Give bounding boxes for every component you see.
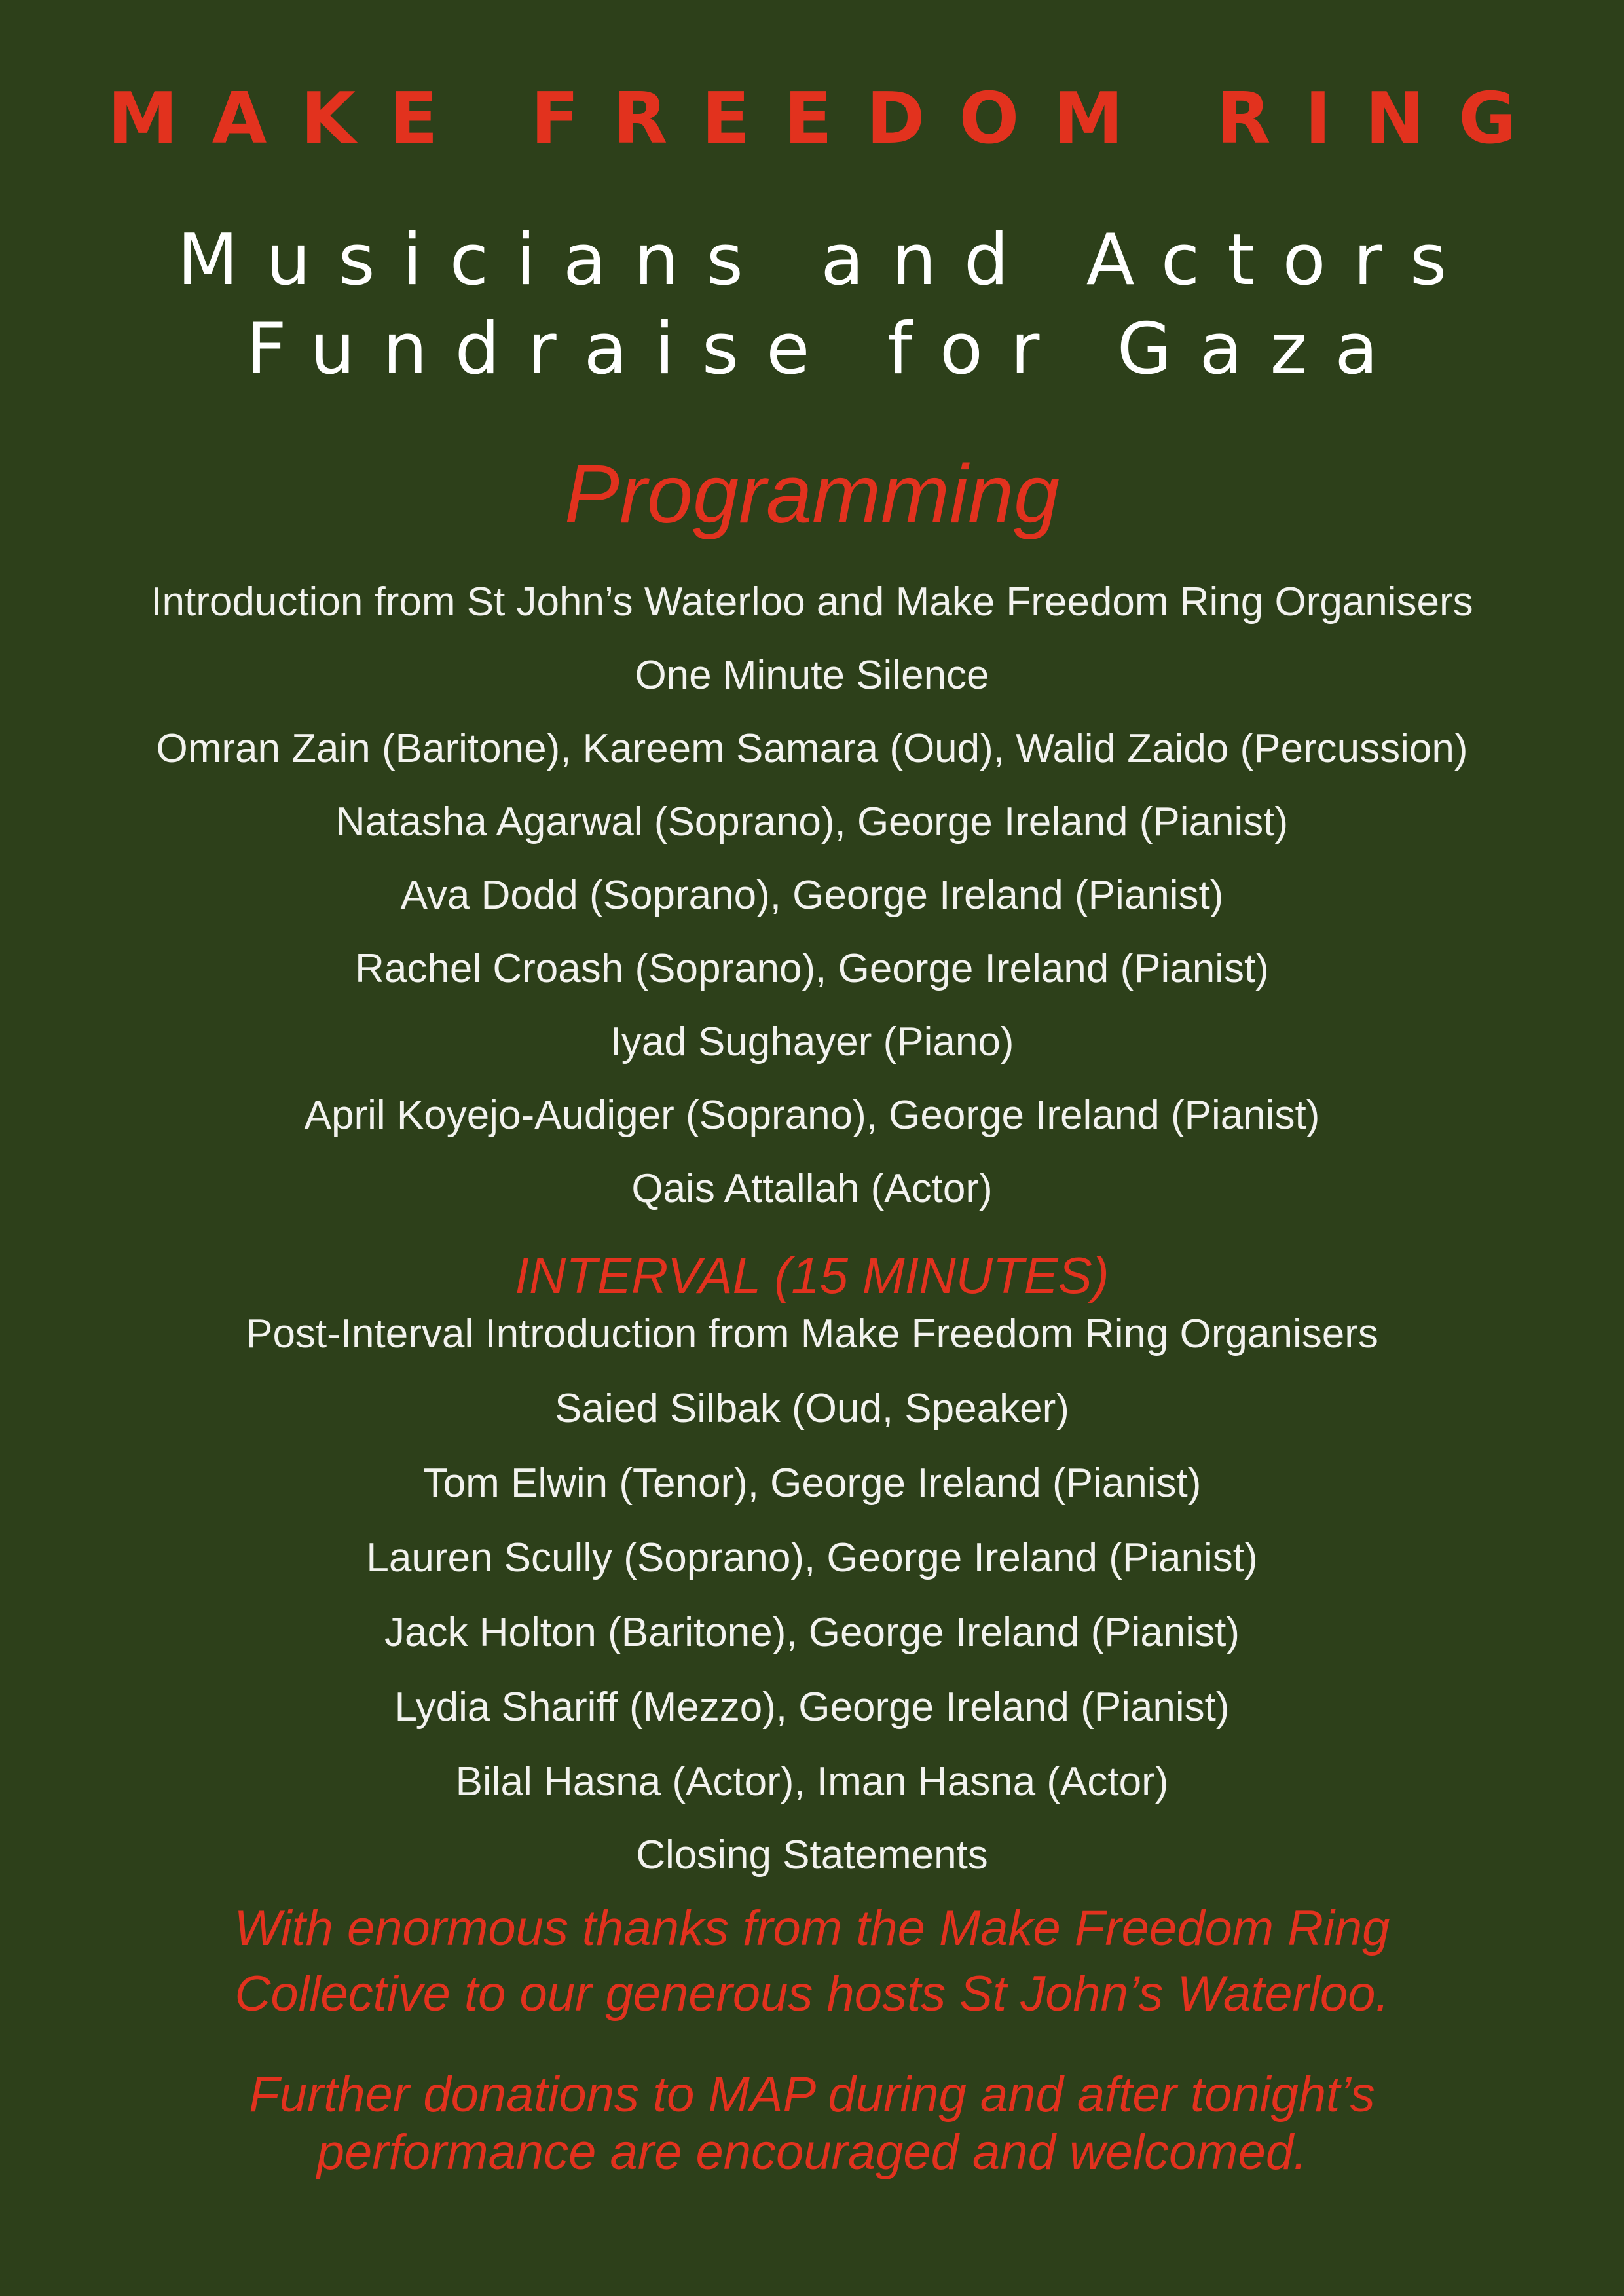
thanks-line-1: With enormous thanks from the Make Freedom Ring xyxy=(234,1901,1390,1956)
programme-item: Ava Dodd (Soprano), George Ireland (Pianist) xyxy=(400,873,1224,918)
programme-item: Omran Zain (Baritone), Kareem Samara (Oud), Walid Zaido (Percussion) xyxy=(156,726,1468,771)
programme-item: Bilal Hasna (Actor), Iman Hasna (Actor) xyxy=(455,1759,1169,1804)
programme-item: Tom Elwin (Tenor), George Ireland (Pianist) xyxy=(422,1461,1202,1506)
programme-item: Introduction from St John’s Waterloo and Make Freedom Ring Organisers xyxy=(151,579,1473,625)
programme-item: Lauren Scully (Soprano), George Ireland (Pianist) xyxy=(366,1535,1258,1580)
poster-title: MAKE FREEDOM RING xyxy=(107,78,1551,160)
programme-heading: Programming xyxy=(564,448,1060,540)
programme-item: One Minute Silence xyxy=(635,653,989,698)
subtitle-line-1: Musicians and Actors xyxy=(177,219,1475,301)
thanks-line-2: Collective to our generous hosts St John’s Waterloo. xyxy=(234,1966,1390,2022)
programme-item: Lydia Shariff (Mezzo), George Ireland (Pianist) xyxy=(394,1685,1230,1730)
interval-label: INTERVAL (15 MINUTES) xyxy=(515,1247,1109,1304)
donate-line-1: Further donations to MAP during and after tonight’s xyxy=(249,2067,1375,2123)
programme-item: Closing Statements xyxy=(636,1832,988,1878)
programme-item: April Koyejo-Audiger (Soprano), George Ireland (Pianist) xyxy=(304,1093,1320,1138)
subtitle-line-2: Fundraise for Gaza xyxy=(246,308,1406,390)
programme-item: Iyad Sughayer (Piano) xyxy=(610,1019,1014,1065)
programme-item: Saied Silbak (Oud, Speaker) xyxy=(555,1386,1069,1431)
programme-item: Qais Attallah (Actor) xyxy=(631,1166,993,1211)
programme-item: Post-Interval Introduction from Make Freedom Ring Organisers xyxy=(246,1311,1378,1357)
programme-item: Natasha Agarwal (Soprano), George Ireland (Pianist) xyxy=(335,799,1289,845)
programme-item: Jack Holton (Baritone), George Ireland (Pianist) xyxy=(384,1610,1240,1655)
donate-line-2: performance are encouraged and welcomed. xyxy=(316,2124,1308,2180)
programme-item: Rachel Croash (Soprano), George Ireland (Pianist) xyxy=(355,946,1269,991)
